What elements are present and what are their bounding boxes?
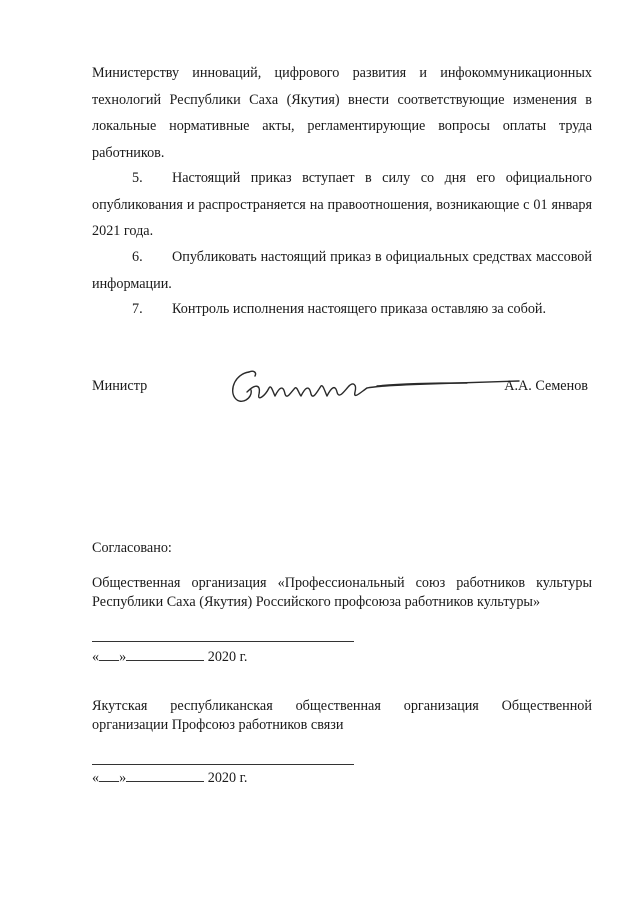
date-line-1: « » 2020 г. <box>92 649 248 665</box>
item-7 <box>92 296 592 323</box>
approval-org-communications: Якутская республиканская общественная организация Общественной организации Профсоюз работников связи <box>92 698 592 733</box>
signatory-name: А.А. Семенов <box>504 378 588 394</box>
item-7-number: 7. <box>132 301 143 317</box>
item-6-text: Опубликовать настоящий приказ в официальных средствах массовой информации. <box>92 249 592 292</box>
signature-line-1 <box>92 641 354 642</box>
item-5 <box>92 165 592 245</box>
approval-org-culture: Общественная организация «Профессиональный союз работников культуры Республики Саха (Якутия) Российского профсоюза работников культуры» <box>92 575 592 610</box>
item-5-text: Настоящий приказ вступает в силу со дня его официального опубликования и распространяется на правоотношения, возникающие с 01 января 2021 года. <box>92 170 592 239</box>
handwritten-signature <box>227 362 527 412</box>
item-6-number: 6. <box>132 249 143 265</box>
paragraph-ministry-changes: Министерству инноваций, цифрового развития и инфокоммуникационных технологий Республики Саха (Якутия) внести соответствующие изменения в локальные нормативные акты, регламентирующие вопросы оплаты труда работников. <box>92 65 592 161</box>
signatory-role: Министр <box>92 378 148 394</box>
signature-block <box>92 372 592 412</box>
item-5-number: 5. <box>132 170 143 186</box>
item-6 <box>92 244 592 297</box>
approval-heading: Согласовано: <box>92 540 172 556</box>
item-7-text: Контроль исполнения настоящего приказа оставляю за собой. <box>172 301 547 317</box>
signature-line-2 <box>92 764 354 765</box>
date-line-2: « » 2020 г. <box>92 770 248 786</box>
